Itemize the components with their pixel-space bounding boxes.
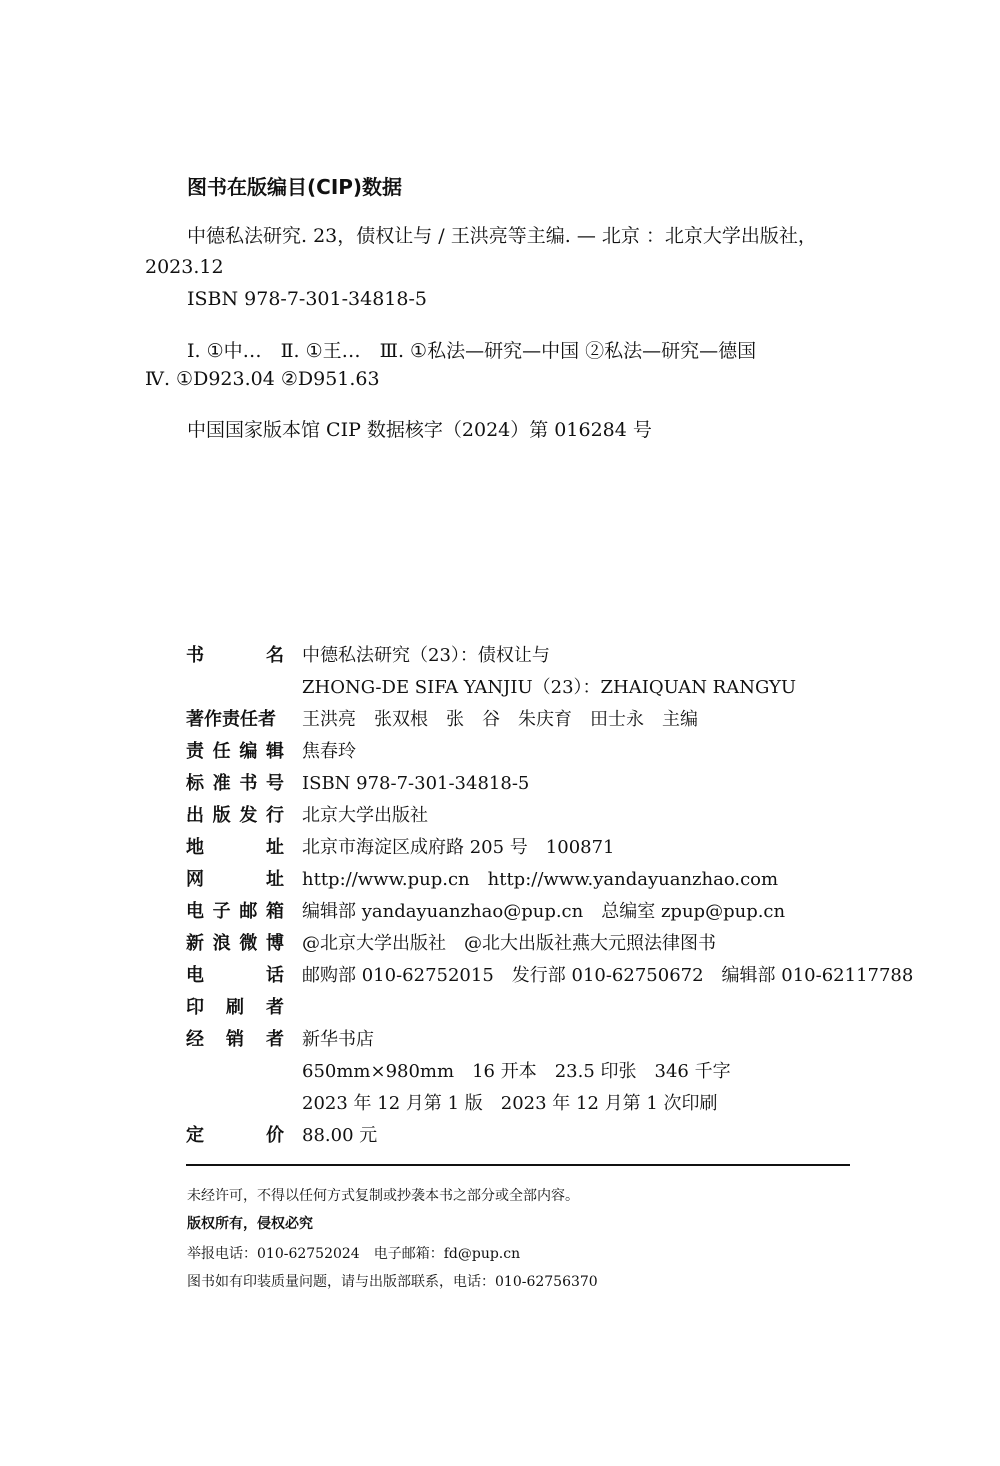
label-printer: 印 刷 者	[186, 997, 284, 1018]
label-website: 网 址	[186, 869, 284, 890]
label-isbn: 标 准 书 号	[186, 773, 284, 794]
label-publisher: 出 版 发 行	[186, 805, 284, 826]
value-weibo: @北京大学出版社 @北大出版社燕大元照法律图书	[302, 933, 716, 954]
value-address: 北京市海淀区成府路 205 号 100871	[302, 837, 615, 858]
cip-classification-line-2: Ⅳ. ①D923.04 ②D951.63	[145, 368, 380, 390]
report-contact: 举报电话：010-62752024 电子邮箱：fd@pup.cn	[187, 1246, 521, 1262]
label-authors: 著作责任者	[186, 709, 276, 730]
label-price: 定 价	[186, 1125, 284, 1146]
value-editor: 焦春玲	[302, 741, 356, 762]
value-phone: 邮购部 010-62752015 发行部 010-62750672 编辑部 010-62117788	[302, 965, 914, 986]
cip-date-line: 2023.12	[145, 256, 224, 278]
value-authors: 王洪亮 张双根 张 谷 朱庆育 田士永 主编	[302, 709, 698, 730]
value-title-pinyin: ZHONG-DE SIFA YANJIU（23）：ZHAIQUAN RANGYU	[302, 677, 797, 698]
label-weibo: 新 浪 微 博	[186, 933, 284, 954]
value-distributor: 新华书店	[302, 1029, 374, 1050]
label-title: 书 名	[186, 645, 284, 666]
label-email: 电 子 邮 箱	[186, 901, 284, 922]
value-isbn: ISBN 978-7-301-34818-5	[302, 773, 530, 794]
cip-classification-line-1: Ⅰ. ①中… Ⅱ. ①王… Ⅲ. ①私法—研究—中国 ②私法—研究—德国	[187, 340, 757, 362]
rights-reserved: 版权所有，侵权必究	[187, 1216, 313, 1232]
label-phone: 电 话	[186, 965, 284, 986]
value-email: 编辑部 yandayuanzhao@pup.cn 总编室 zpup@pup.cn	[302, 901, 786, 922]
value-publisher: 北京大学出版社	[302, 805, 428, 826]
cip-title-line: 中德私法研究. 23，债权让与 / 王洪亮等主编. — 北京 ：北京大学出版社，	[187, 225, 817, 247]
divider-rule	[186, 1164, 850, 1166]
label-address: 地 址	[186, 837, 284, 858]
label-editor: 责 任 编 辑	[186, 741, 284, 762]
value-website: http://www.pup.cn http://www.yandayuanzhao.com	[302, 869, 779, 890]
cip-isbn-line: ISBN 978-7-301-34818-5	[187, 288, 427, 310]
value-title: 中德私法研究（23）：债权让与	[302, 645, 550, 666]
value-edition: 2023 年 12 月第 1 版 2023 年 12 月第 1 次印刷	[302, 1093, 718, 1114]
label-distributor: 经 销 者	[186, 1029, 284, 1050]
value-format: 650mm×980mm 16 开本 23.5 印张 346 千字	[302, 1061, 731, 1082]
value-price: 88.00 元	[302, 1125, 378, 1146]
cip-heading: 图书在版编目(CIP)数据	[187, 175, 403, 199]
cip-library-record: 中国国家版本馆 CIP 数据核字（2024）第 016284 号	[187, 419, 652, 441]
copyright-notice: 未经许可，不得以任何方式复制或抄袭本书之部分或全部内容。	[187, 1188, 579, 1204]
quality-contact: 图书如有印装质量问题，请与出版部联系，电话：010-62756370	[187, 1274, 598, 1290]
